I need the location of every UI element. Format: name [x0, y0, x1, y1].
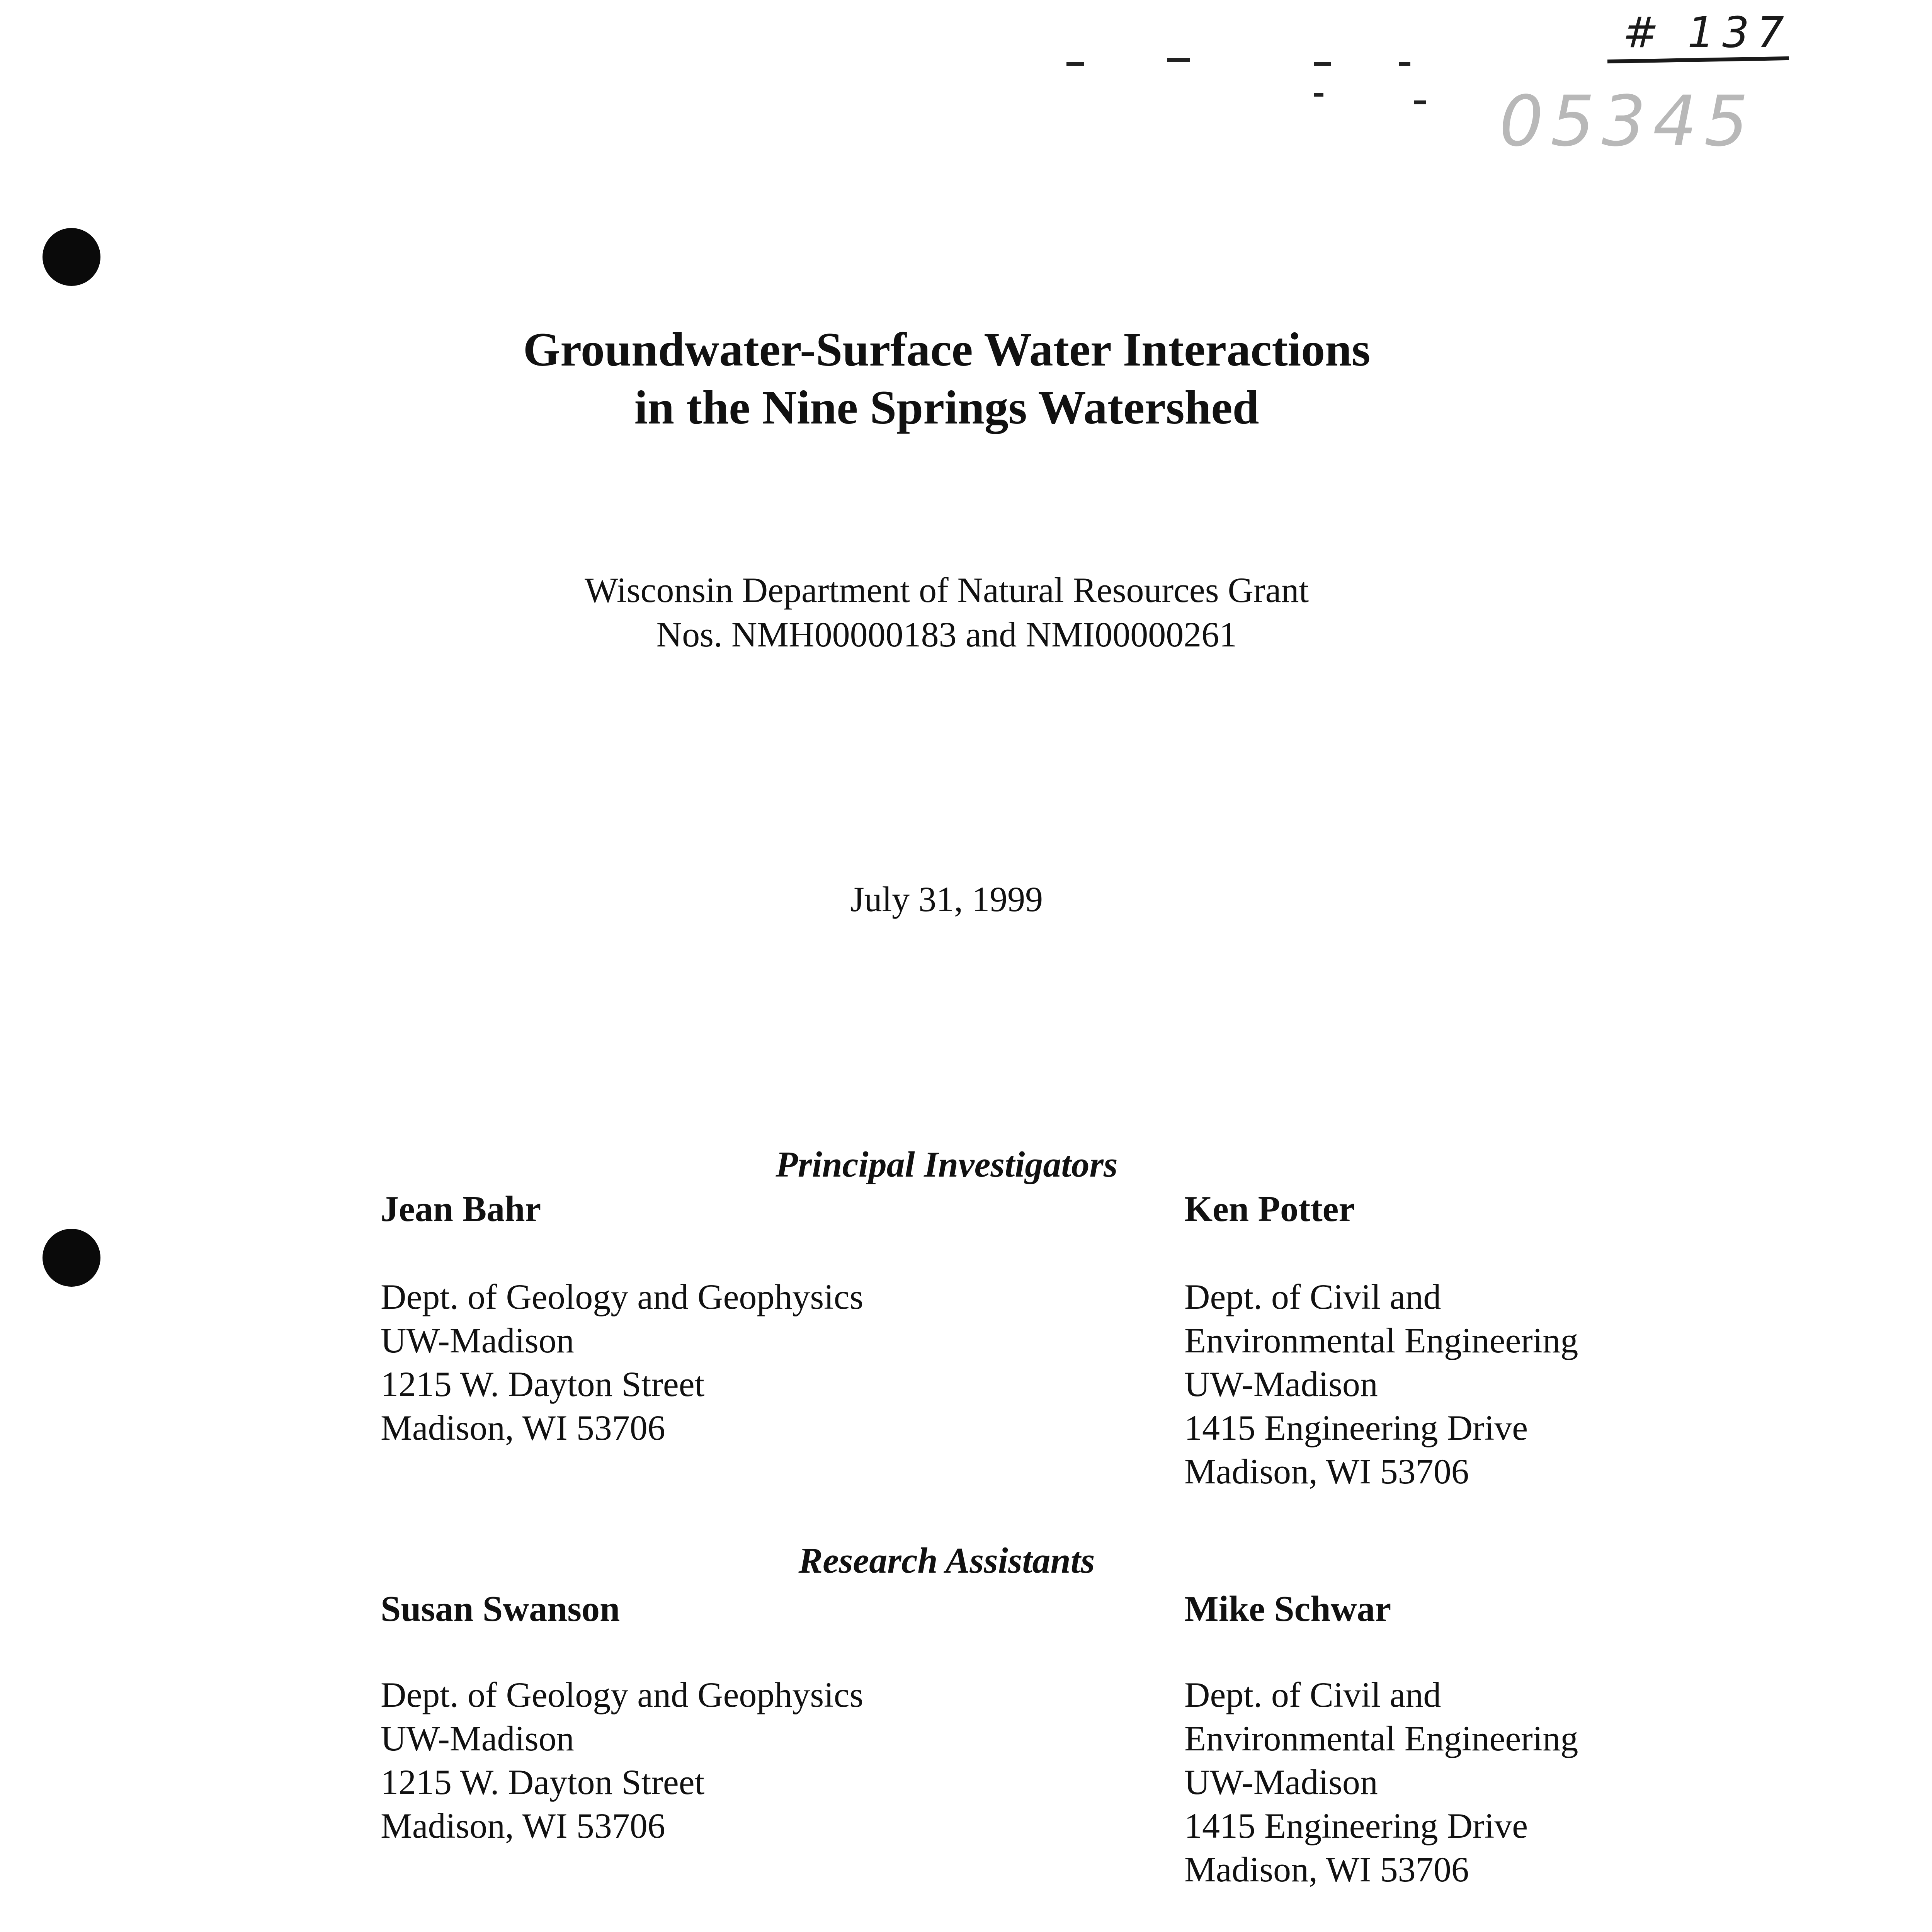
hole-punch-top: [43, 228, 100, 286]
address-line: Dept. of Geology and Geophysics: [381, 1277, 864, 1316]
research-assistants-heading: Research Assistants: [798, 1541, 1095, 1581]
address-line: Madison, WI 53706: [1184, 1452, 1469, 1491]
address-line: Madison, WI 53706: [1184, 1850, 1469, 1889]
scan-speck: [1314, 62, 1331, 66]
scan-speck: [1167, 58, 1190, 62]
address-line: 1415 Engineering Drive: [1184, 1408, 1528, 1447]
assistant-right-name: Mike Schwar: [1184, 1589, 1391, 1629]
handwritten-number: # 137: [1623, 8, 1792, 57]
address-line: 1415 Engineering Drive: [1184, 1806, 1528, 1845]
investigator-right-name: Ken Potter: [1184, 1189, 1355, 1229]
address-line: UW-Madison: [381, 1321, 574, 1360]
address-line: Dept. of Civil and: [1184, 1277, 1441, 1316]
address-line: Madison, WI 53706: [381, 1806, 665, 1845]
grant-line2: Nos. NMH00000183 and NMI00000261: [656, 615, 1237, 654]
investigator-right-address: [1184, 1275, 1578, 1493]
address-line: Dept. of Civil and: [1184, 1675, 1441, 1714]
address-line: Dept. of Geology and Geophysics: [381, 1675, 864, 1714]
address-line: 1215 W. Dayton Street: [381, 1762, 705, 1802]
scan-speck: [1414, 100, 1426, 104]
principal-investigators-heading: Principal Investigators: [776, 1145, 1118, 1185]
document-date: July 31, 1999: [850, 879, 1043, 919]
handwritten-underline: [1607, 56, 1789, 63]
address-line: Madison, WI 53706: [381, 1408, 665, 1447]
document-title-line2: in the Nine Springs Watershed: [634, 381, 1259, 434]
address-line: UW-Madison: [1184, 1364, 1378, 1404]
assistant-right-address: [1184, 1673, 1578, 1891]
investigator-left-name: Jean Bahr: [381, 1189, 541, 1229]
scan-speck: [1066, 62, 1084, 66]
investigator-left-address: [381, 1275, 863, 1450]
scan-speck: [1399, 62, 1410, 66]
address-line: UW-Madison: [381, 1719, 574, 1758]
hole-punch-middle: [43, 1229, 100, 1287]
scan-speck: [1314, 93, 1323, 97]
address-line: Environmental Engineering: [1184, 1719, 1578, 1758]
address-line: 1215 W. Dayton Street: [381, 1364, 705, 1404]
pencil-number: 05345: [1499, 81, 1755, 162]
assistant-left-name: Susan Swanson: [381, 1589, 620, 1629]
grant-line1: Wisconsin Department of Natural Resources Grant: [584, 570, 1309, 610]
address-line: UW-Madison: [1184, 1762, 1378, 1802]
address-line: Environmental Engineering: [1184, 1321, 1578, 1360]
assistant-left-address: [381, 1673, 863, 1848]
document-title-line1: Groundwater-Surface Water Interactions: [523, 323, 1371, 376]
